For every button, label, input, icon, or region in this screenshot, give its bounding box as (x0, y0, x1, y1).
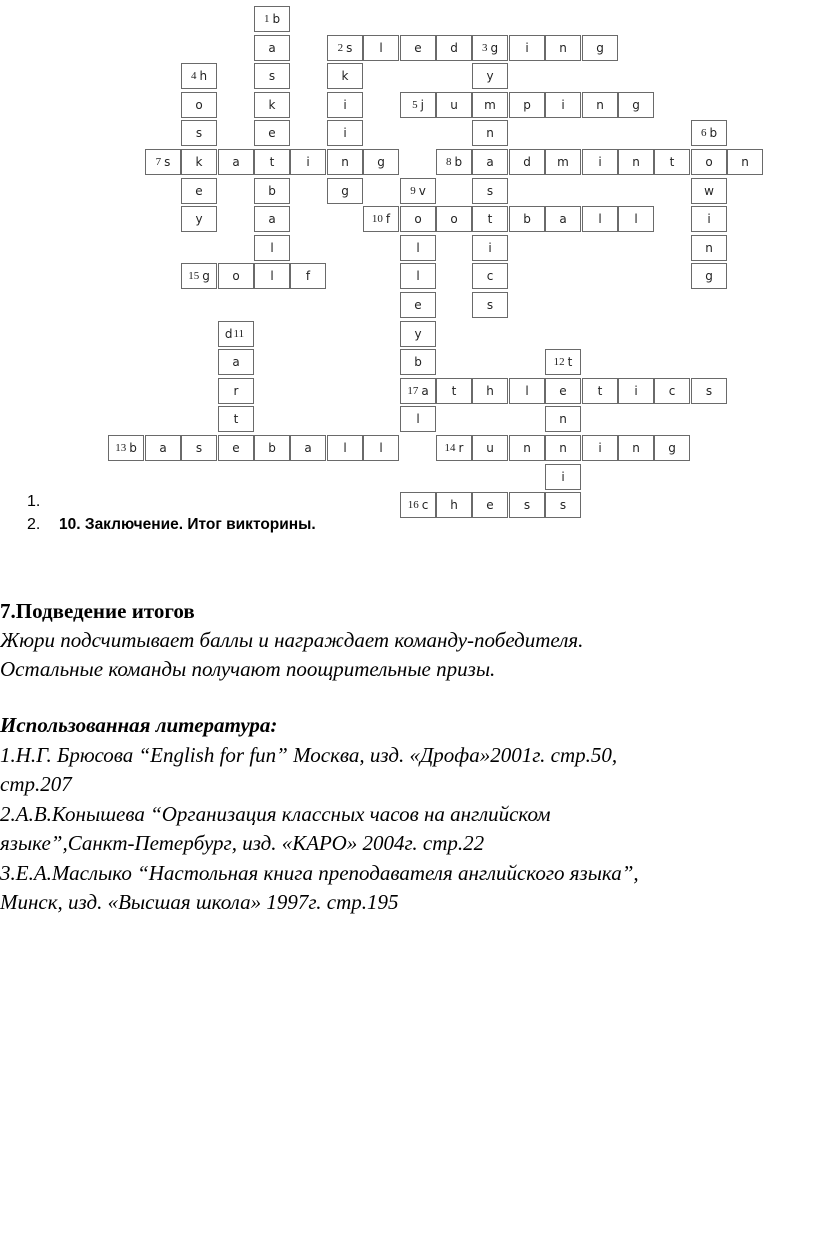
crossword-cell (582, 35, 618, 61)
crossword-cell (545, 206, 581, 232)
cell-letter: a (268, 212, 276, 226)
crossword-cell (691, 178, 727, 204)
crossword-cell (582, 435, 618, 461)
cell-letter: n (559, 412, 567, 426)
cell-letter: n (632, 441, 640, 455)
crossword-cell (436, 492, 472, 518)
crossword-cell (400, 492, 436, 518)
crossword-cell (618, 149, 654, 175)
cell-letter: a (486, 155, 494, 169)
paragraph-text: Остальные команды получают поощрительные призы. (0, 657, 496, 681)
cell-letter: s (705, 384, 713, 398)
cell-letter: g (202, 269, 210, 283)
clue-number: 5 (412, 99, 418, 111)
list-number: 1. (27, 493, 41, 510)
crossword-cell (254, 263, 290, 289)
clue-number: 17 (407, 385, 419, 397)
cell-letter: d (450, 41, 458, 55)
crossword-cell (436, 378, 472, 404)
cell-letter: o (232, 269, 240, 283)
crossword-cell (472, 492, 508, 518)
cell-letter: h (450, 498, 458, 512)
cell-letter: k (341, 69, 349, 83)
cell-letter: n (486, 126, 494, 140)
cell-letter: a (268, 41, 276, 55)
cell-letter: t (451, 384, 457, 398)
cell-letter: d (523, 155, 531, 169)
crossword-cell (327, 92, 363, 118)
cell-letter: t (597, 384, 603, 398)
crossword-cell (254, 35, 290, 61)
cell-letter: c (421, 498, 429, 512)
crossword-cell (545, 492, 581, 518)
crossword-cell (181, 63, 217, 89)
cell-letter: g (705, 269, 713, 283)
crossword-cell (363, 206, 399, 232)
cell-letter: y (414, 327, 422, 341)
cell-letter: l (270, 269, 274, 283)
crossword-cell (254, 235, 290, 261)
crossword-cell (691, 263, 727, 289)
clue-number: 11 (233, 328, 245, 340)
cell-letter: s (195, 441, 203, 455)
crossword-cell (290, 263, 326, 289)
literature-line: 2.А.В.Конышева “Организация классных часов на английском (0, 802, 551, 826)
crossword-cell (400, 92, 436, 118)
cell-letter: k (195, 155, 203, 169)
crossword-cell (218, 349, 254, 375)
cell-letter: a (559, 212, 567, 226)
crossword-cell (545, 406, 581, 432)
crossword-cell (545, 349, 581, 375)
crossword-cell (545, 92, 581, 118)
cell-letter: g (377, 155, 385, 169)
crossword-cell (290, 435, 326, 461)
cell-letter: g (490, 41, 499, 55)
cell-letter: g (341, 184, 349, 198)
crossword-cell (691, 206, 727, 232)
crossword-cell (509, 378, 545, 404)
crossword-cell (181, 149, 217, 175)
literature-line: языке”,Санкт-Петербург, изд. «КАРО» 2004г. стр.22 (0, 831, 485, 855)
crossword-cell (218, 321, 254, 347)
cell-letter: t (269, 155, 275, 169)
cell-letter: s (486, 298, 494, 312)
crossword-cell (582, 378, 618, 404)
crossword-cell (436, 92, 472, 118)
crossword-cell (145, 149, 181, 175)
crossword-cell (363, 35, 399, 61)
cell-letter: t (567, 355, 573, 369)
cell-letter: h (199, 69, 208, 83)
cell-letter: u (450, 98, 458, 112)
crossword-cell (436, 206, 472, 232)
cell-letter: p (523, 98, 531, 112)
crossword-cell (400, 349, 436, 375)
literature-line: 1.Н.Г. Брюсова “English for fun” Москва, изд. «Дрофа»2001г. стр.50, (0, 743, 618, 767)
cell-letter: r (233, 384, 239, 398)
crossword-cell (582, 149, 618, 175)
crossword-cell (654, 435, 690, 461)
list-item (27, 493, 59, 511)
crossword-cell (254, 178, 290, 204)
clue-number: 3 (481, 42, 488, 54)
crossword-cell (218, 435, 254, 461)
crossword-grid (0, 0, 816, 512)
cell-letter: h (486, 384, 494, 398)
cell-letter: o (450, 212, 458, 226)
cell-letter: b (129, 441, 137, 455)
cell-letter: f (305, 269, 311, 283)
cell-letter: s (486, 184, 494, 198)
cell-letter: b (272, 12, 281, 26)
crossword-cell (181, 92, 217, 118)
cell-letter: s (346, 41, 353, 55)
crossword-cell (400, 235, 436, 261)
crossword-cell (218, 378, 254, 404)
clue-number: 1 (263, 13, 270, 25)
cell-letter: l (416, 412, 420, 426)
crossword-cell (545, 149, 581, 175)
cell-letter: l (270, 241, 274, 255)
crossword-cell (509, 492, 545, 518)
crossword-cell (618, 435, 654, 461)
crossword-cell (327, 178, 363, 204)
cell-letter: t (669, 155, 675, 169)
crossword-cell (400, 206, 436, 232)
cell-letter: c (486, 269, 494, 283)
cell-letter: r (458, 441, 464, 455)
cell-letter: s (195, 126, 203, 140)
crossword-cell (727, 149, 763, 175)
cell-letter: e (414, 41, 422, 55)
crossword-cell (472, 206, 508, 232)
clue-number: 9 (410, 185, 416, 197)
cell-letter: n (596, 98, 604, 112)
cell-letter: s (268, 69, 276, 83)
cell-letter: c (668, 384, 676, 398)
literature-heading: Использованная литература: (0, 713, 278, 737)
crossword-cell (472, 120, 508, 146)
crossword-cell (472, 149, 508, 175)
crossword-cell (327, 435, 363, 461)
clue-number: 14 (444, 442, 456, 454)
crossword-cell (254, 6, 290, 32)
cell-letter: a (159, 441, 167, 455)
cell-letter: v (418, 184, 426, 198)
cell-letter: i (525, 41, 529, 55)
clue-number: 8 (445, 156, 452, 168)
cell-letter: i (634, 384, 638, 398)
cell-letter: l (634, 212, 638, 226)
cell-letter: b (454, 155, 463, 169)
crossword-cell (290, 149, 326, 175)
crossword-cell (691, 149, 727, 175)
crossword-cell (327, 63, 363, 89)
crossword-cell (108, 435, 144, 461)
crossword-cell (472, 263, 508, 289)
crossword-cell (218, 406, 254, 432)
cell-letter: e (414, 298, 422, 312)
crossword-cell (254, 92, 290, 118)
list-number: 2. (27, 516, 41, 533)
cell-letter: b (268, 441, 276, 455)
cell-letter: s (559, 498, 567, 512)
cell-letter: n (341, 155, 349, 169)
clue-number: 7 (155, 156, 162, 168)
cell-letter: l (379, 441, 383, 455)
crossword-cell (181, 435, 217, 461)
crossword-cell (691, 235, 727, 261)
crossword-cell (472, 178, 508, 204)
crossword-cell (181, 120, 217, 146)
cell-letter: l (379, 41, 383, 55)
crossword-cell (654, 378, 690, 404)
cell-letter: e (559, 384, 567, 398)
crossword-cell (400, 178, 436, 204)
cell-letter: l (416, 241, 420, 255)
cell-letter: m (484, 98, 496, 112)
clue-number: 6 (700, 127, 707, 139)
crossword-cell (509, 35, 545, 61)
cell-letter: k (268, 98, 276, 112)
cell-letter: n (705, 241, 713, 255)
crossword-cell (254, 149, 290, 175)
clue-number: 13 (115, 442, 127, 454)
cell-letter: t (487, 212, 493, 226)
crossword-cell (582, 206, 618, 232)
cell-letter: o (705, 155, 713, 169)
crossword-cell (472, 235, 508, 261)
cell-letter: o (414, 212, 422, 226)
crossword-cell (181, 178, 217, 204)
cell-letter: e (195, 184, 203, 198)
cell-letter: i (561, 470, 565, 484)
cell-letter: l (416, 269, 420, 283)
crossword-cell (472, 92, 508, 118)
cell-letter: b (523, 212, 531, 226)
cell-letter: l (598, 212, 602, 226)
clue-number: 12 (553, 356, 565, 368)
cell-letter: a (232, 355, 240, 369)
crossword-cell (181, 206, 217, 232)
cell-letter: w (704, 184, 714, 198)
crossword-cell (400, 406, 436, 432)
cell-letter: b (268, 184, 276, 198)
cell-letter: u (486, 441, 494, 455)
crossword-cell (218, 149, 254, 175)
crossword-cell (618, 92, 654, 118)
crossword-cell (509, 435, 545, 461)
crossword-cell (181, 263, 217, 289)
cell-letter: i (343, 126, 347, 140)
cell-letter: y (486, 69, 494, 83)
crossword-cell (363, 149, 399, 175)
crossword-cell (691, 120, 727, 146)
cell-letter: b (709, 126, 718, 140)
literature-line: стр.207 (0, 772, 72, 796)
cell-letter: a (304, 441, 312, 455)
crossword-cell (472, 435, 508, 461)
crossword-cell (545, 378, 581, 404)
cell-letter: n (523, 441, 531, 455)
cell-letter: i (488, 241, 492, 255)
crossword-cell (145, 435, 181, 461)
cell-letter: s (523, 498, 531, 512)
clue-number: 2 (337, 42, 344, 54)
crossword-cell (400, 35, 436, 61)
crossword-cell (545, 464, 581, 490)
crossword-cell (436, 35, 472, 61)
crossword-cell (509, 149, 545, 175)
section-heading: 7.Подведение итогов (0, 599, 195, 623)
cell-letter: m (557, 155, 569, 169)
cell-letter: i (561, 98, 565, 112)
cell-letter: e (486, 498, 494, 512)
list-text: 10. Заключение. Итог викторины. (59, 516, 316, 533)
cell-letter: a (421, 384, 429, 398)
cell-letter: s (164, 155, 171, 169)
cell-letter: g (596, 41, 604, 55)
literature-line: 3.Е.А.Маслыко “Настольная книга преподавателя английского языка”, (0, 861, 639, 885)
cell-letter: y (195, 212, 203, 226)
crossword-cell (654, 149, 690, 175)
cell-letter: f (385, 212, 391, 226)
crossword-cell (218, 263, 254, 289)
cell-letter: e (232, 441, 240, 455)
crossword-cell (254, 435, 290, 461)
crossword-cell (254, 120, 290, 146)
cell-letter: o (195, 98, 203, 112)
crossword-cell (400, 292, 436, 318)
crossword-cell (363, 435, 399, 461)
crossword-cell (327, 120, 363, 146)
cell-letter: b (414, 355, 422, 369)
cell-letter: d (224, 327, 233, 341)
cell-letter: g (668, 441, 676, 455)
crossword-cell (400, 321, 436, 347)
crossword-cell (509, 206, 545, 232)
cell-letter: n (559, 441, 567, 455)
cell-letter: n (741, 155, 749, 169)
crossword-cell (400, 378, 436, 404)
literature-line: Минск, изд. «Высшая школа» 1997г. стр.195 (0, 890, 399, 914)
cell-letter: e (268, 126, 276, 140)
crossword-cell (472, 63, 508, 89)
cell-letter: n (559, 41, 567, 55)
cell-letter: i (707, 212, 711, 226)
crossword-cell (545, 35, 581, 61)
crossword-cell (691, 378, 727, 404)
clue-number: 10 (371, 213, 383, 225)
crossword-cell (327, 35, 363, 61)
cell-letter: i (343, 98, 347, 112)
crossword-cell (618, 206, 654, 232)
cell-letter: n (632, 155, 640, 169)
cell-letter: l (525, 384, 529, 398)
crossword-cell (618, 378, 654, 404)
crossword-cell (472, 378, 508, 404)
crossword-cell (582, 92, 618, 118)
paragraph (0, 655, 495, 684)
crossword-cell (254, 63, 290, 89)
cell-letter: g (632, 98, 640, 112)
cell-letter: i (598, 155, 602, 169)
crossword-cell (436, 435, 472, 461)
crossword-cell (472, 292, 508, 318)
crossword-cell (545, 435, 581, 461)
cell-letter: a (232, 155, 240, 169)
crossword-cell (327, 149, 363, 175)
clue-number: 16 (407, 499, 419, 511)
cell-letter: j (420, 98, 424, 112)
crossword-cell (509, 92, 545, 118)
cell-letter: t (233, 412, 239, 426)
crossword-cell (436, 149, 472, 175)
crossword-cell (400, 263, 436, 289)
cell-letter: l (343, 441, 347, 455)
crossword-cell (472, 35, 508, 61)
paragraph-text: Жюри подсчитывает баллы и награждает команду-победителя. (0, 628, 584, 652)
clue-number: 15 (188, 270, 200, 282)
cell-letter: i (598, 441, 602, 455)
clue-number: 4 (190, 70, 197, 82)
list-item (27, 516, 316, 534)
crossword-cell (254, 206, 290, 232)
paragraph (0, 626, 583, 655)
cell-letter: i (306, 155, 310, 169)
